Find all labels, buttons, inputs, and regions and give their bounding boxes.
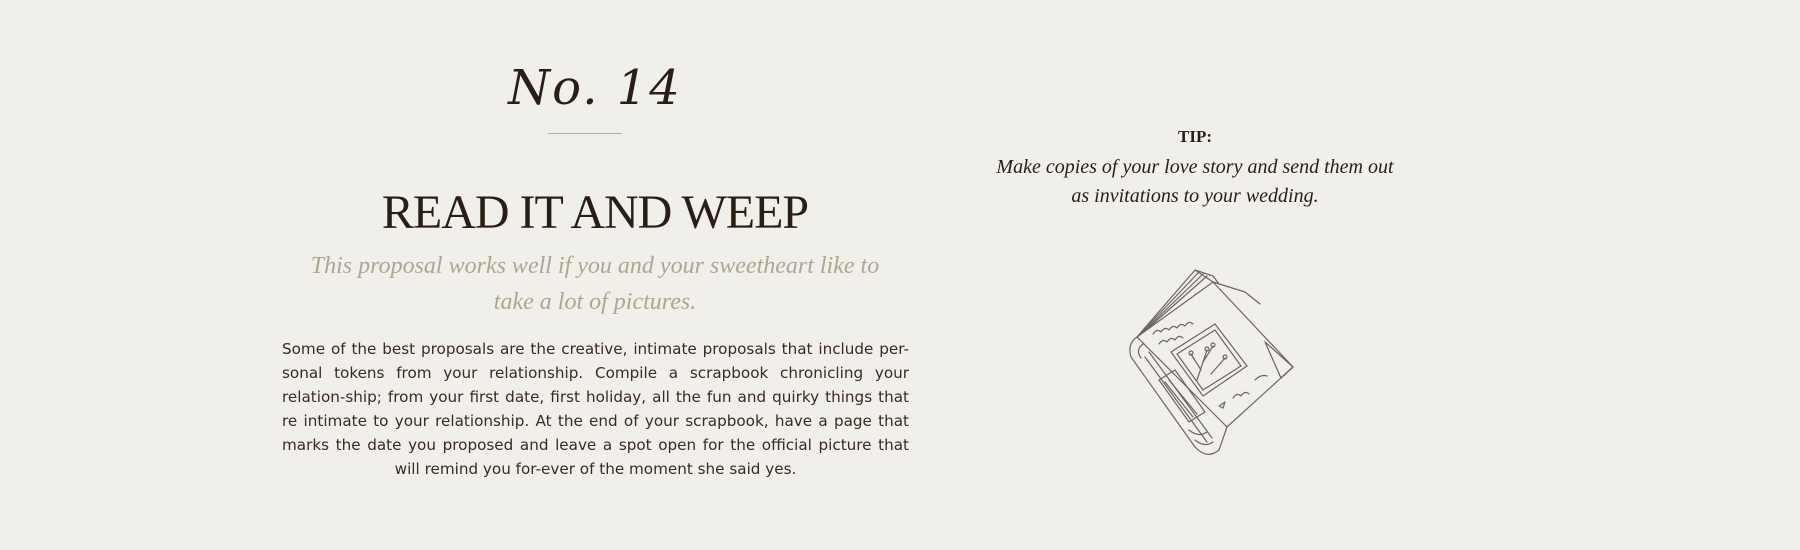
- tip-text: [970, 153, 1420, 211]
- proposal-entry: [280, 0, 910, 550]
- entry-title: READ IT AND WEEP: [381, 186, 809, 239]
- tip-label: TIP:: [1178, 127, 1212, 146]
- tip-line-1: Make copies of your love story and send them out: [996, 156, 1394, 178]
- divider: [548, 133, 622, 134]
- entry-number: No. 14: [508, 60, 682, 116]
- entry-subtitle: This proposal works well if you and your sweetheart like to take a lot of pictures.: [310, 253, 880, 315]
- entry-body: Some of the best proposals are the creative, intimate proposals that include per-sonal tokens from your relationship. Compile a scrapbook chronicling your relation-ship; from your first date, first holiday, all the fun and quirky things that re intimate to your relationship. At the end of your scrapbook, have a page that marks the date you proposed and leave a spot open for the official picture that will remind you for-ever of the moment she said yes.: [282, 340, 909, 478]
- scrapbook-icon: [1115, 262, 1305, 462]
- tip-line-2: as invitations to your wedding.: [1071, 185, 1319, 207]
